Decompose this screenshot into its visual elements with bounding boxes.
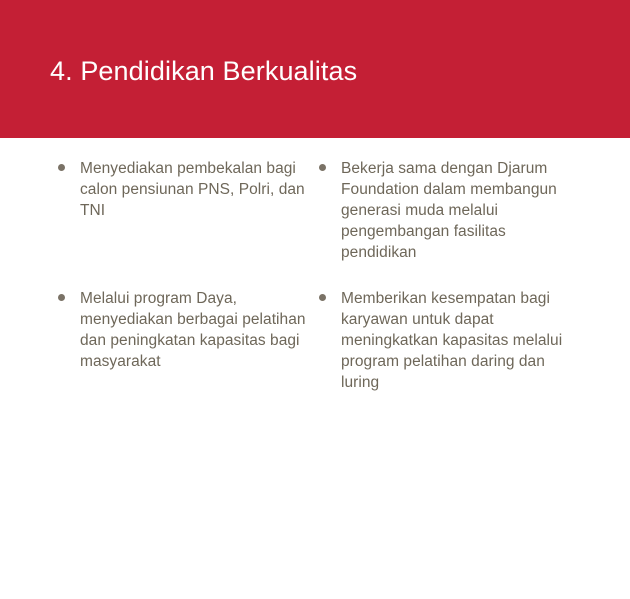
bullet-dot-icon [319,164,326,171]
list-item-text: Bekerja sama dengan Djarum Foundation dalam membangun generasi muda melalui pengembangan fasilitas pendidikan [341,160,557,261]
list-item [319,158,581,263]
list-item [58,158,320,221]
list-item-text: Memberikan kesempatan bagi karyawan untuk dapat meningkatkan kapasitas melalui program pelatihan daring dan luring [341,290,563,391]
bullet-dot-icon [58,164,65,171]
header-band [0,0,630,138]
bullet-dot-icon [319,294,326,301]
list-item [319,288,581,393]
page-title: 4. Pendidikan Berkualitas [50,56,358,86]
list-item-text: Menyediakan pembekalan bagi calon pensiunan PNS, Polri, dan TNI [80,160,305,219]
list-item-text: Melalui program Daya, menyediakan berbagai pelatihan dan peningkatan kapasitas bagi masyarakat [80,290,306,370]
bullet-dot-icon [58,294,65,301]
content-area [0,138,630,599]
list-item [58,288,320,372]
